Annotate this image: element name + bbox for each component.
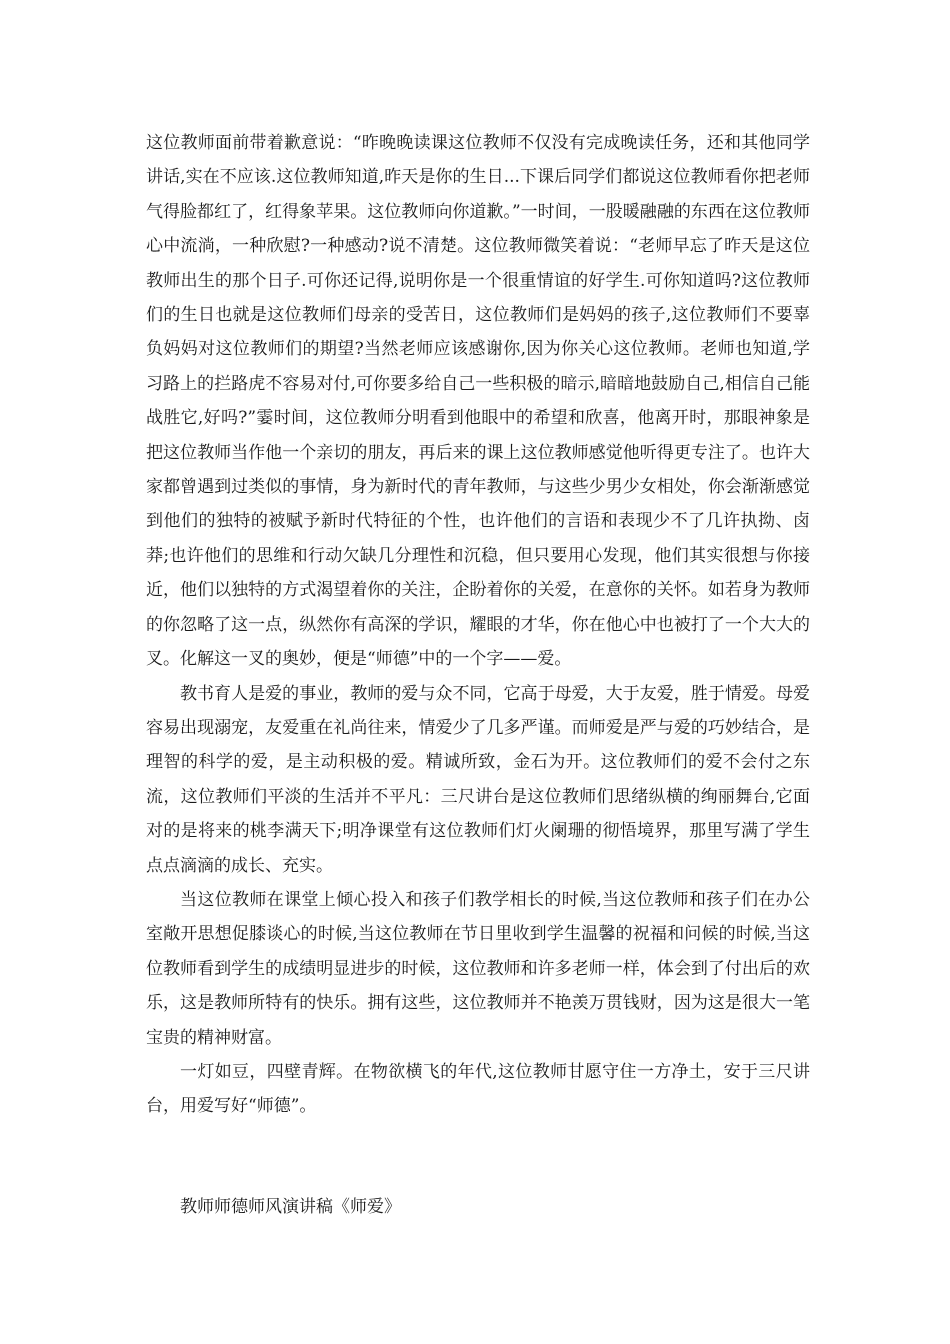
paragraph-2: 教书育人是爱的事业，教师的爱与众不同，它高于母爱，大于友爱，胜于情爱。母爱容易出现溺宠，友爱重在礼尚往来，情爱少了几多严谨。而师爱是严与爱的巧妙结合，是理智的科学的爱，是主动积极的爱。精诚所致，金石为开。这位教师们的爱不会付之东流，这位教师们平淡的生活并不平凡：三尺讲台是这位教师们思绪纵横的绚丽舞台,它面对的是将来的桃李满天下;明净课堂有这位教师们灯火阑珊的彻悟境界，那里写满了学生点点滴滴的成长、充实。 [146, 683, 810, 876]
paragraph-4: 一灯如豆，四壁青辉。在物欲横飞的年代,这位教师甘愿守住一方净土，安于三尺讲台，用爱写好“师德”。 [146, 1061, 810, 1117]
speech-title: 教师师德师风演讲稿《师爱》 [180, 1196, 401, 1217]
paragraph-1: 这位教师面前带着歉意说：“昨晚晚读课这位教师不仅没有完成晚读任务，还和其他同学讲话,实在不应该.这位教师知道,昨天是你的生日...下课后同学们都说这位教师看你把老师气得脸都红了，红得象苹果。这位教师向你道歉。”一时间，一股暖融融的东西在这位教师心中流淌，一种欣慰?一种感动?说不清楚。这位教师微笑着说：“老师早忘了昨天是这位教师出生的那个日子.可你还记得,说明你是一个很重情谊的好学生.可你知道吗?这位教师们的生日也就是这位教师们母亲的受苦日，这位教师们是妈妈的孩子,这位教师们不要辜负妈妈对这位教师们的期望?当然老师应该感谢你,因为你关心这位教师。老师也知道,学习路上的拦路虎不容易对付,可你要多给自己一些积极的暗示,暗暗地鼓励自己,相信自己能战胜它,好吗?”霎时间，这位教师分明看到他眼中的希望和欣喜，他离开时，那眼神象是把这位教师当作他一个亲切的朋友，再后来的课上这位教师感觉他听得更专注了。也许大家都曾遇到过类似的事情，身为新时代的青年教师，与这些少男少女相处，你会渐渐感觉到他们的独特的被赋予新时代特征的个性，也许他们的言语和表现少不了几许执拗、卤莽;也许他们的思维和行动欠缺几分理性和沉稳，但只要用心发现，他们其实很想与你接近，他们以独特的方式渴望着你的关注，企盼着你的关爱，在意你的关怀。如若身为教师的你忽略了这一点，纵然你有高深的学识，耀眼的才华，你在他心中也被打了一个大大的叉。化解这一叉的奥妙，便是“师德”中的一个字——爱。 [146, 133, 810, 670]
document-page [146, 126, 810, 1224]
paragraph-3: 当这位教师在课堂上倾心投入和孩子们教学相长的时候,当这位教师和孩子们在办公室敞开思想促膝谈心的时候,当这位教师在节日里收到学生温馨的祝福和问候的时候,当这位教师看到学生的成绩明显进步的时候，这位教师和许多老师一样，体会到了付出后的欢乐，这是教师所特有的快乐。拥有这些，这位教师并不艳羡万贯钱财，因为这是很大一笔宝贵的精神财富。 [146, 889, 810, 1048]
